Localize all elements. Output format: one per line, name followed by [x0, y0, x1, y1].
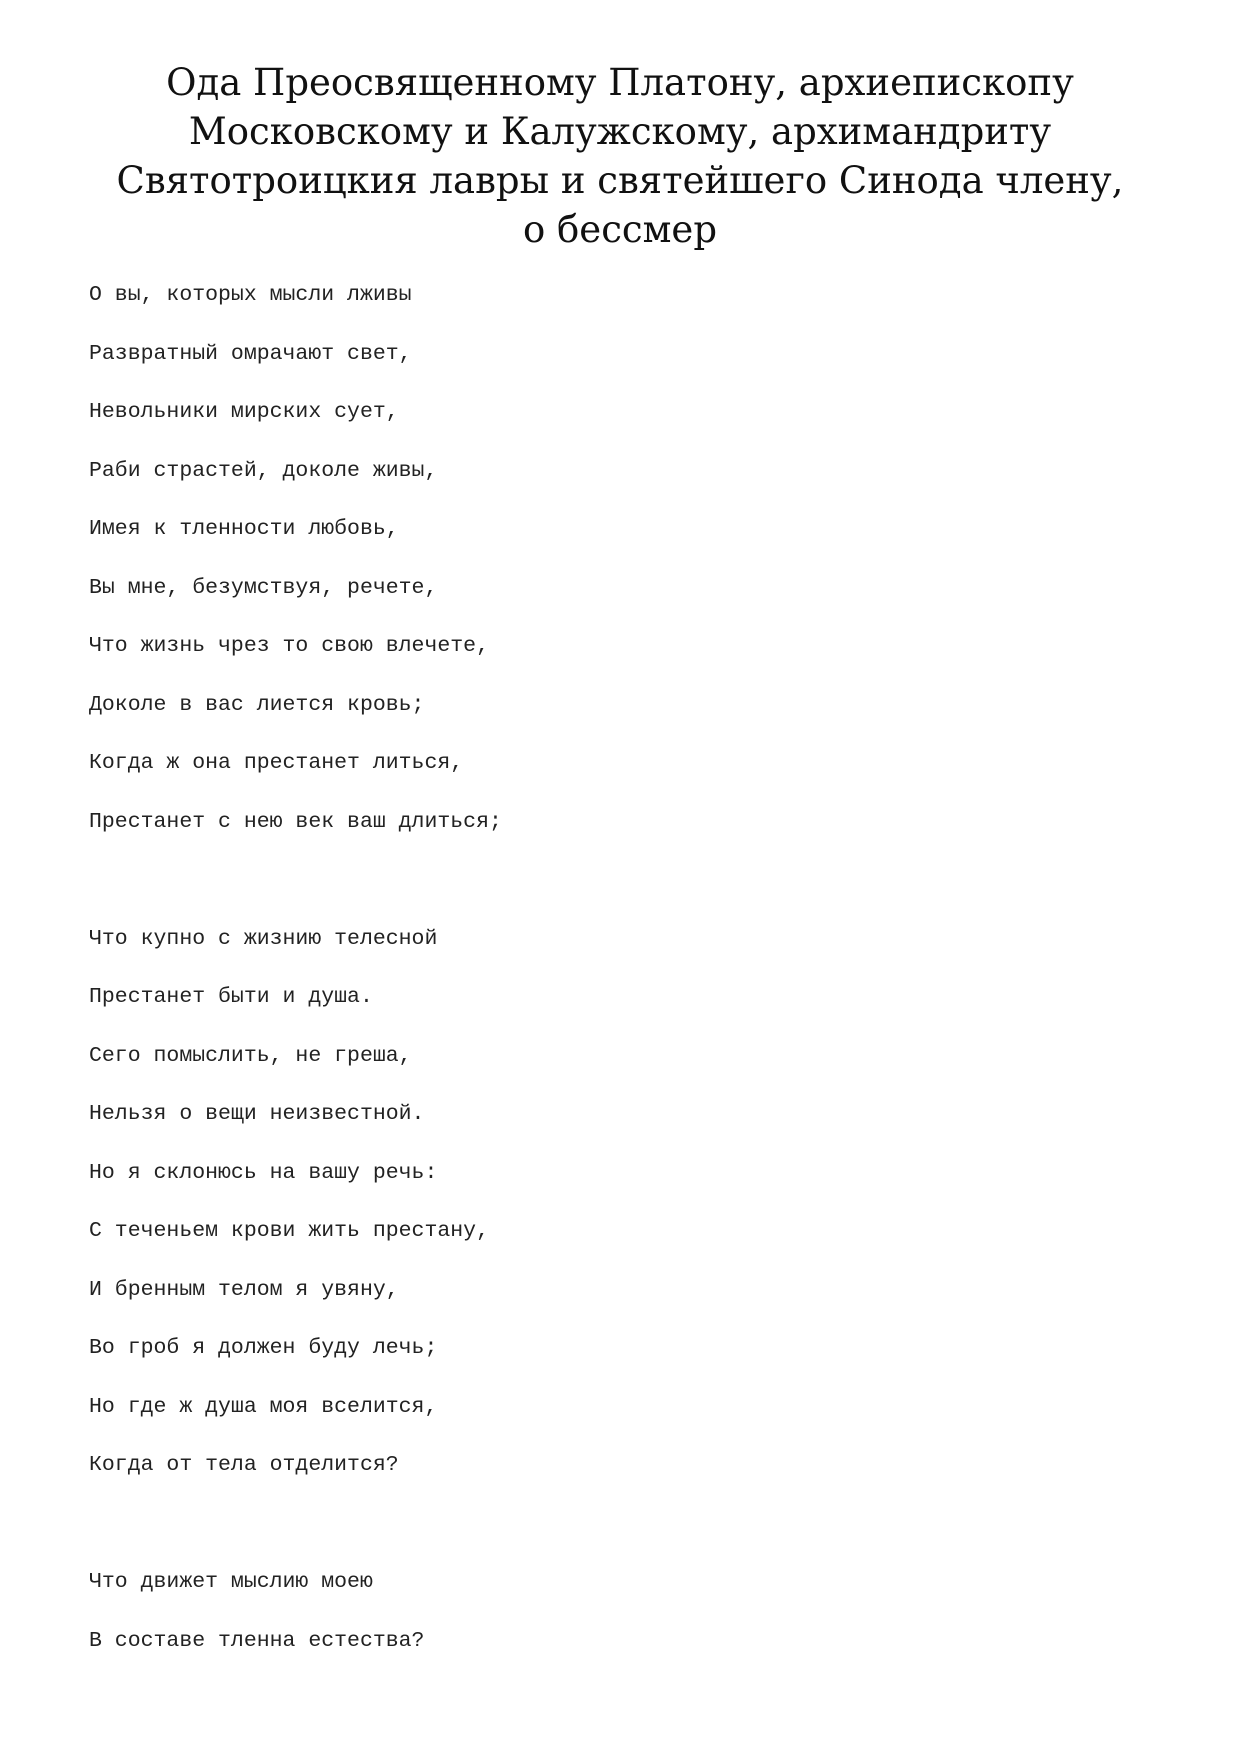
stanza-break	[89, 865, 1149, 924]
poem-line: Что движет мыслию моею	[89, 1570, 373, 1594]
poem-line: Что жизнь чрез то свою влечете,	[89, 634, 489, 658]
poem-line: Престанет с нею век ваш длиться;	[89, 809, 502, 834]
poem-line: И бренным телом я увяну,	[89, 1277, 399, 1302]
poem-line: Невольники мирских сует,	[89, 400, 399, 424]
stanza	[89, 1567, 1149, 1684]
stanza	[89, 924, 1149, 1509]
document-title: Ода Преосвященному Платону, архиепископу Московскому и Калужскому, архимандриту Святотроицкия лавры и святейшего Синода члену, о бессмер	[116, 61, 1124, 251]
poem-line: Вы мне, безумствуя, речете,	[89, 575, 438, 600]
poem-line: Нельзя о вещи неизвестной.	[89, 1102, 425, 1126]
poem-line: Во гроб я должен буду лечь;	[89, 1336, 438, 1360]
poem-line: Но я склонюсь на вашу речь:	[89, 1160, 438, 1185]
poem-line: Сего помыслить, не греша,	[89, 1043, 412, 1068]
poem-line: Когда от тела отделится?	[89, 1453, 399, 1477]
stanza-break	[89, 1509, 1149, 1568]
poem-line: Имея к тленности любовь,	[89, 517, 399, 541]
poem-line: Но где ж душа моя вселится,	[89, 1394, 438, 1419]
stanza	[89, 280, 1149, 865]
poem-line: Раби страстей, доколе живы,	[89, 458, 438, 483]
poem-line: Развратный омрачают свет,	[89, 341, 412, 366]
poem-line: Доколе в вас лиется кровь;	[89, 692, 425, 717]
poem-body	[89, 280, 1149, 1684]
poem-line: Престанет быти и душа.	[89, 985, 373, 1009]
poem-line: Когда ж она престанет литься,	[89, 751, 464, 775]
poem-line: С теченьем крови жить престану,	[89, 1219, 489, 1243]
poem-line: Что купно с жизнию телесной	[89, 926, 438, 951]
poem-line: В составе тленна естества?	[89, 1628, 425, 1653]
poem-line: О вы, которых мысли лживы	[89, 283, 412, 307]
